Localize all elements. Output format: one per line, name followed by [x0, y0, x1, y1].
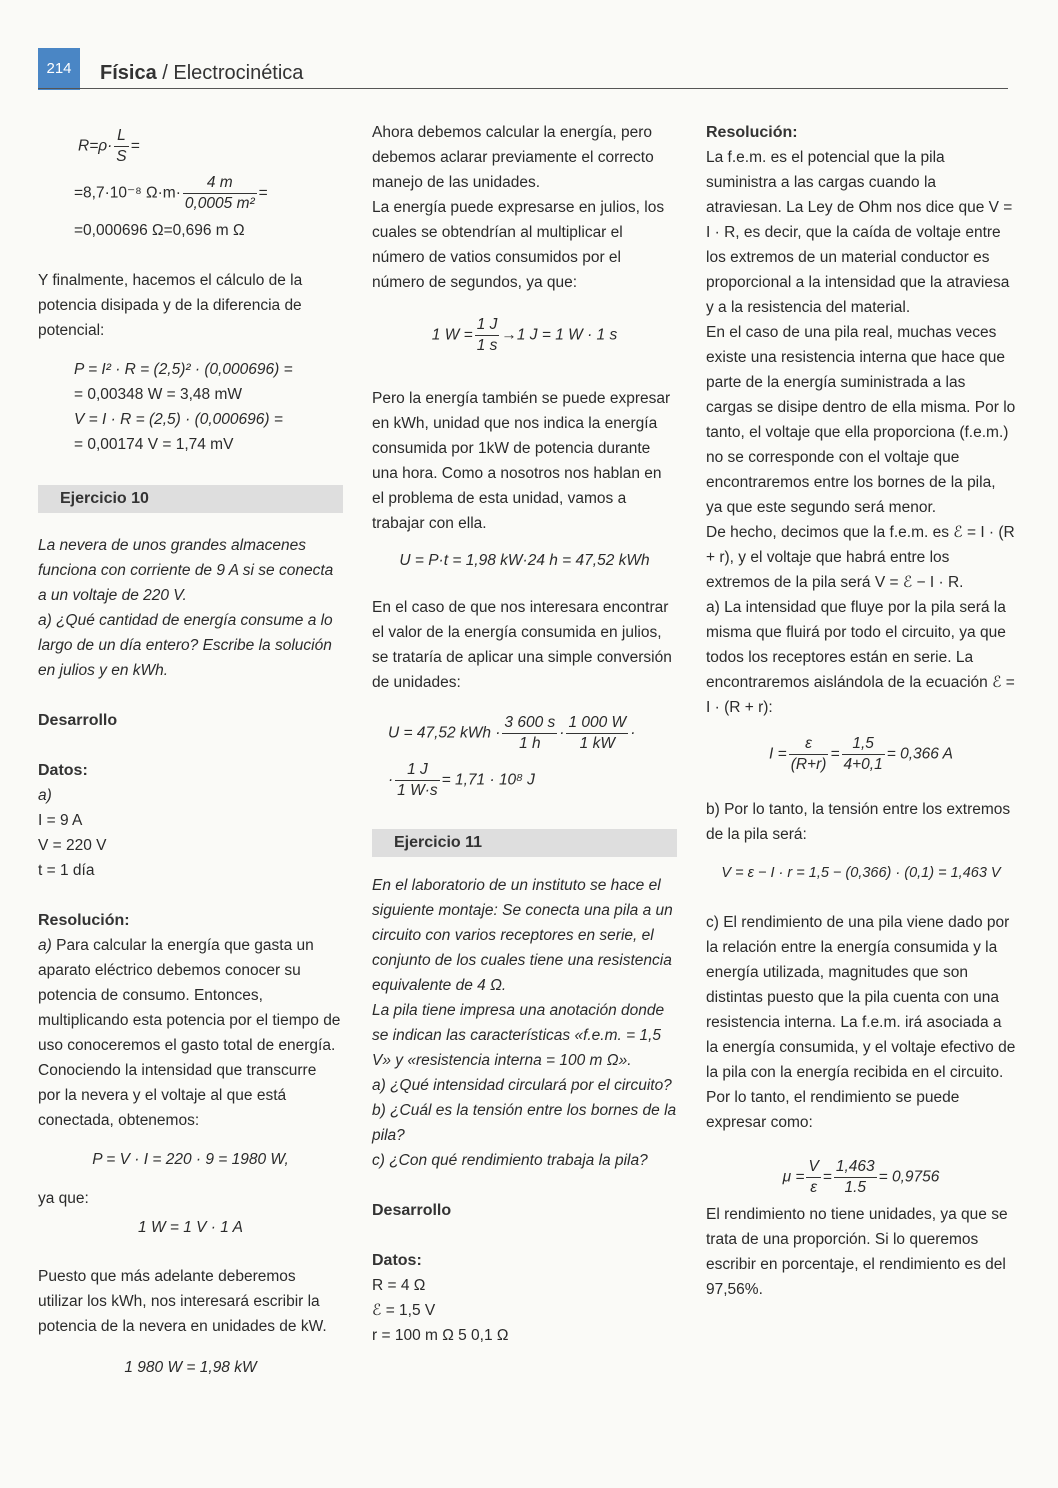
finally-paragraph: Y finalmente, hacemos el cálculo de la potencia disipada y de la diferencia de potencial: [38, 272, 303, 339]
equation-energy-kwh: U = P·t = 1,98 kW·24 h = 47,52 kWh [399, 552, 650, 569]
datos-heading: Datos: [38, 762, 88, 779]
equation-watt: 1 W = 1 V · 1 A [138, 1219, 243, 1236]
exercise-10-question-a: a) ¿Qué cantidad de energía consume a lo largo de un día entero? Escribe la solución en julios y en kWh. [38, 612, 333, 679]
real-battery-paragraph: En el caso de una pila real, muchas veces existe una resistencia interna que hace que parte de la energía suministrada a las cargas se disipe dentro de ella misma. Por lo tanto, el voltaje que ella proporciona (f.e.m.) no se corresponde con el voltaje que encontraremos entre los bornes de la pila, ya que este segundo será menor. [706, 324, 1016, 516]
datos-intensity: I = 9 A [38, 812, 83, 829]
equation-efficiency: μ = $\frac{V}{\varepsilon}$ = $\frac{1,463}{1.5}$ = 0,9756 [782, 1158, 940, 1196]
datos-voltage: V = 220 V [38, 837, 107, 854]
datos-internal-resistance: r = 100 m Ω 5 0,1 Ω [372, 1327, 509, 1344]
answer-b-paragraph: b) Por lo tanto, la tensión entre los extremos de la pila será: [706, 801, 1011, 843]
de-hecho-paragraph: De hecho, decimos que la f.e.m. es ℰ = I · (R + r), y el voltaje que habrá entre los extremos de la pila será V = ℰ − I · R. [706, 524, 1015, 591]
datos-resistance: R = 4 Ω [372, 1277, 426, 1294]
equation-voltage-2: = 0,00174 V = 1,74 mV [74, 436, 234, 453]
answer-a-paragraph: a) La intensidad que fluye por la pila será la misma que fluirá por todo el circuito, ya que todos los receptores están en serie. La encontraremos aislándola de la ecuación ℰ = I · (R + r): [706, 599, 1015, 716]
datos-time: t = 1 día [38, 862, 95, 879]
column-3 [706, 120, 1016, 1302]
column-2 [372, 120, 677, 1348]
equation-power-2: = 0,00348 W = 3,48 mW [74, 386, 243, 403]
equation-conversion-1: U = 47,52 kWh · $\frac{3 600 s}{1 h}$ · $\frac{1 000 W}{1 kW}$ · [388, 714, 636, 752]
kwh-paragraph: Puesto que más adelante deberemos utilizar los kWh, nos interesará escribir la potencia de la nevera en unidades de kW. [38, 1268, 327, 1335]
equation-kw: 1 980 W = 1,98 kW [124, 1359, 257, 1376]
topic-title: Electrocinética [173, 62, 304, 84]
page-number: 214 [38, 48, 80, 90]
equation-power-fridge: P = V · I = 220 · 9 = 1980 W, [92, 1151, 289, 1168]
subject-title: Física [100, 62, 157, 84]
exercise-10-statement: La nevera de unos grandes almacenes funciona con corriente de 9 A si se conecta a un voltaje de 220 V. [38, 537, 334, 604]
exercise-10-heading: Ejercicio 10 [38, 485, 343, 513]
exercise-11-statement: En el laboratorio de un instituto se hace el siguiente montaje: Se conecta una pila a un circuito con varios receptores en serie, el conjunto de los cuales tiene una resistencia equivalente de 4 Ω. [372, 877, 673, 994]
conversion-paragraph: En el caso de que nos interesara encontrar el valor de la energía consumida en julios, se trataría de aplicar una simple conversión de unidades: [372, 599, 672, 691]
datos-heading-2: Datos: [372, 1252, 422, 1269]
exercise-11-question-a: a) ¿Qué intensidad circulará por el circuito? [372, 1077, 672, 1094]
exercise-11-heading: Ejercicio 11 [372, 829, 677, 857]
ya-que-text: ya que: [38, 1190, 89, 1207]
equation-voltage-1: V = I · R = (2,5) · (0,000696) = [74, 411, 283, 428]
exercise-11-question-b: b) ¿Cuál es la tensión entre los bornes de la pila? [372, 1102, 677, 1144]
running-head [100, 58, 303, 88]
answer-c-paragraph: c) El rendimiento de una pila viene dado por la relación entre la energía consumida y la energía utilizada, magnitudes que son distintas puesto que la pila cuenta con una resistencia interna. La f.e.m. irá asociada a la energía consumida, y el voltaje efectivo de la pila con la energía recibida en el circuito. Por lo tanto, el rendimiento se puede expresar como: [706, 914, 1016, 1131]
head-separator: / [156, 62, 174, 84]
equation-resistance-2: =8,7·10⁻⁸ Ω·m· $\frac{4 m}{\text{0,0005 m²}}$ = [74, 174, 268, 212]
exercise-11-statement-2: La pila tiene impresa una anotación donde se indican las características «f.e.m. = 1,5 V» y «resistencia interna = 100 m Ω». [372, 1002, 665, 1069]
desarrollo-heading: Desarrollo [38, 712, 118, 729]
equation-resistance-3: =0,000696 Ω=0,696 m Ω [74, 222, 245, 239]
desarrollo-heading-2: Desarrollo [372, 1202, 452, 1219]
final-paragraph: El rendimiento no tiene unidades, ya que se trata de una proporción. Si lo queremos escribir en porcentaje, el rendimiento es del 97,56%. [706, 1206, 1008, 1298]
exercise-11-question-c: c) ¿Con qué rendimiento trabaja la pila? [372, 1152, 648, 1169]
julios-paragraph: La energía puede expresarse en julios, los cuales se obtendrían al multiplicar el número de vatios consumidos por el número de segundos, ya que: [372, 199, 665, 291]
datos-a: a) [38, 787, 52, 804]
energy-intro-paragraph: Ahora debemos calcular la energía, pero debemos aclarar previamente el correcto manejo de las unidades. [372, 124, 654, 191]
header-rule [38, 88, 1008, 89]
kwh-definition-paragraph: Pero la energía también se puede expresar en kWh, unidad que nos indica la energía consumida por 1kW de potencia durante una hora. Como a nosotros nos hablan en el problema de esta unidad, vamos a trabajar con ella. [372, 390, 671, 532]
equation-intensity: I = $\frac{\varepsilon}{(R+r)}$ = $\frac{1,5}{4+0,1}$ = 0,366 A [769, 735, 953, 773]
equation-power-1: P = I² · R = (2,5)² · (0,000696) = [74, 361, 293, 378]
equation-terminal-voltage: V = ε − I · r = 1,5 − (0,366) · (0,1) = 1,463 V [721, 865, 1001, 881]
equation-joule: 1 W = $\frac{1 J}{1 s}$ →1 J = 1 W · 1 s [431, 316, 618, 354]
column-1 [38, 120, 343, 1380]
resolucion-a-paragraph: a) Para calcular la energía que gasta un aparato eléctrico debemos conocer su potencia de consumo. Entonces, multiplicando esta potencia por el tiempo de uso conoceremos el gasto total de energía. Conociendo la intensidad que transcurre por la nevera y el voltaje al que está conectada, obtenemos: [38, 937, 341, 1129]
datos-emf: ℰ = 1,5 V [372, 1302, 436, 1319]
resolucion-heading: Resolución: [38, 912, 130, 929]
fem-paragraph: La f.e.m. es el potencial que la pila suministra a las cargas cuando la atraviesan. La Ley de Ohm nos dice que V = I · R, es decir, que la caída de voltaje entre los extremos de un material conductor es proporcional a la intensidad que la atraviesa y a la resistencia del material. [706, 149, 1013, 316]
equation-resistance-1: R=ρ· $\frac{L}{S}$ = [78, 127, 140, 165]
resolucion-heading-2: Resolución: [706, 124, 798, 141]
equation-conversion-2: · $\frac{1 J}{1 W\cdot s}$ = 1,71 · 10⁸ J [388, 761, 535, 799]
